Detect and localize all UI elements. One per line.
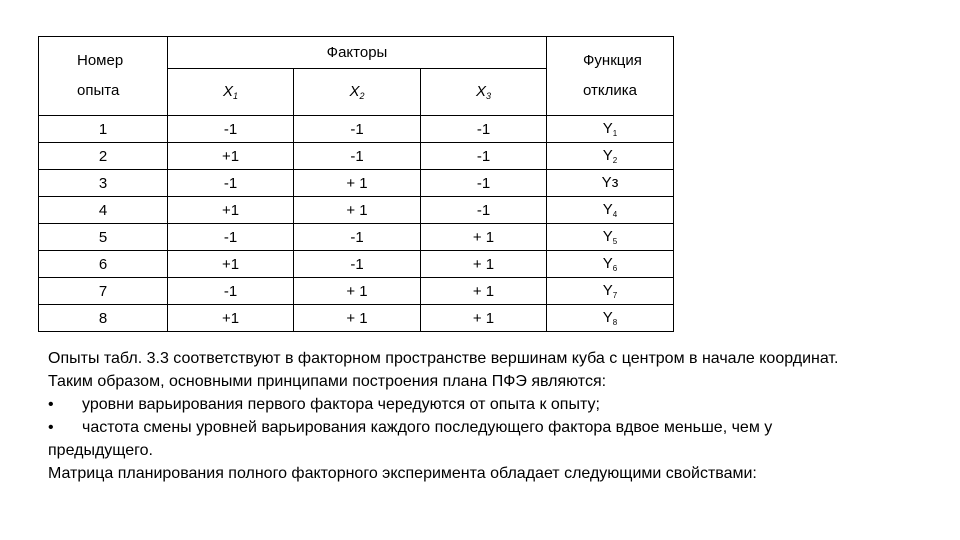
- factors-header: Факторы: [168, 37, 547, 69]
- response-cell: $Y_7$: [547, 278, 674, 305]
- paragraph-matrix-properties: Матрица планирования полного факторного эксперимента обладает следующими свойствами:: [48, 465, 757, 482]
- plan-matrix-table: [38, 36, 674, 332]
- table-row: [39, 224, 674, 251]
- table-row: [39, 305, 674, 332]
- table-row: [39, 143, 674, 170]
- x2-cell: -1: [294, 143, 421, 170]
- x1-cell: +1: [168, 305, 294, 332]
- bullet-icon: •: [48, 396, 54, 413]
- table-row: [39, 197, 674, 224]
- factor-x3-header: $X_3$: [421, 69, 547, 116]
- x3-cell: + 1: [421, 224, 547, 251]
- x2-cell: + 1: [294, 197, 421, 224]
- run-number-cell: 1: [39, 116, 168, 143]
- x3-cell: -1: [421, 116, 547, 143]
- run-number-header: Номер опыта: [39, 37, 168, 116]
- x2-cell: -1: [294, 116, 421, 143]
- response-cell: $Y_4$: [547, 197, 674, 224]
- x2-cell: + 1: [294, 305, 421, 332]
- run-number-cell: 6: [39, 251, 168, 278]
- x3-cell: + 1: [421, 278, 547, 305]
- response-cell: $Y_2$: [547, 143, 674, 170]
- bullet-text-continuation: предыдущего.: [48, 442, 153, 459]
- bullet-item: [48, 393, 908, 416]
- x2-cell: + 1: [294, 170, 421, 197]
- x2-cell: -1: [294, 224, 421, 251]
- x2-cell: + 1: [294, 278, 421, 305]
- x1-cell: +1: [168, 197, 294, 224]
- table-row: [39, 116, 674, 143]
- response-cell: $Y_1$: [547, 116, 674, 143]
- table-row: [39, 170, 674, 197]
- response-cell: $Y_6$: [547, 251, 674, 278]
- x1-cell: -1: [168, 170, 294, 197]
- x1-cell: +1: [168, 251, 294, 278]
- bullet-icon: •: [48, 419, 54, 436]
- explanatory-text: [48, 347, 908, 485]
- paragraph-cube-vertices: Опыты табл. 3.3 соответствуют в факторном пространстве вершинам куба с центром в начале координат.: [48, 350, 839, 367]
- x3-cell: + 1: [421, 251, 547, 278]
- run-number-cell: 2: [39, 143, 168, 170]
- x3-cell: -1: [421, 170, 547, 197]
- table-row: [39, 251, 674, 278]
- table-row: [39, 278, 674, 305]
- run-number-cell: 7: [39, 278, 168, 305]
- response-cell: $Y_8$: [547, 305, 674, 332]
- x2-cell: -1: [294, 251, 421, 278]
- factor-x1-header: $X_1$: [168, 69, 294, 116]
- response-cell: Yз: [547, 170, 674, 197]
- bullet-item: [48, 416, 908, 439]
- x3-cell: -1: [421, 197, 547, 224]
- table-body: [39, 116, 674, 332]
- x1-cell: +1: [168, 143, 294, 170]
- bullet-text: уровни варьирования первого фактора чередуются от опыта к опыту;: [82, 396, 600, 413]
- x3-cell: + 1: [421, 305, 547, 332]
- run-number-cell: 4: [39, 197, 168, 224]
- run-number-cell: 3: [39, 170, 168, 197]
- x3-cell: -1: [421, 143, 547, 170]
- factor-x2-header: $X_2$: [294, 69, 421, 116]
- response-function-header: Функция отклика: [547, 37, 674, 116]
- x1-cell: -1: [168, 278, 294, 305]
- table-header-row: [39, 37, 674, 69]
- paragraph-principles-intro: Таким образом, основными принципами построения плана ПФЭ являются:: [48, 373, 607, 390]
- x1-cell: -1: [168, 116, 294, 143]
- run-number-cell: 8: [39, 305, 168, 332]
- x1-cell: -1: [168, 224, 294, 251]
- bullet-text: частота смены уровней варьирования каждого последующего фактора вдвое меньше, чем у: [82, 419, 773, 436]
- response-cell: $Y_5$: [547, 224, 674, 251]
- run-number-cell: 5: [39, 224, 168, 251]
